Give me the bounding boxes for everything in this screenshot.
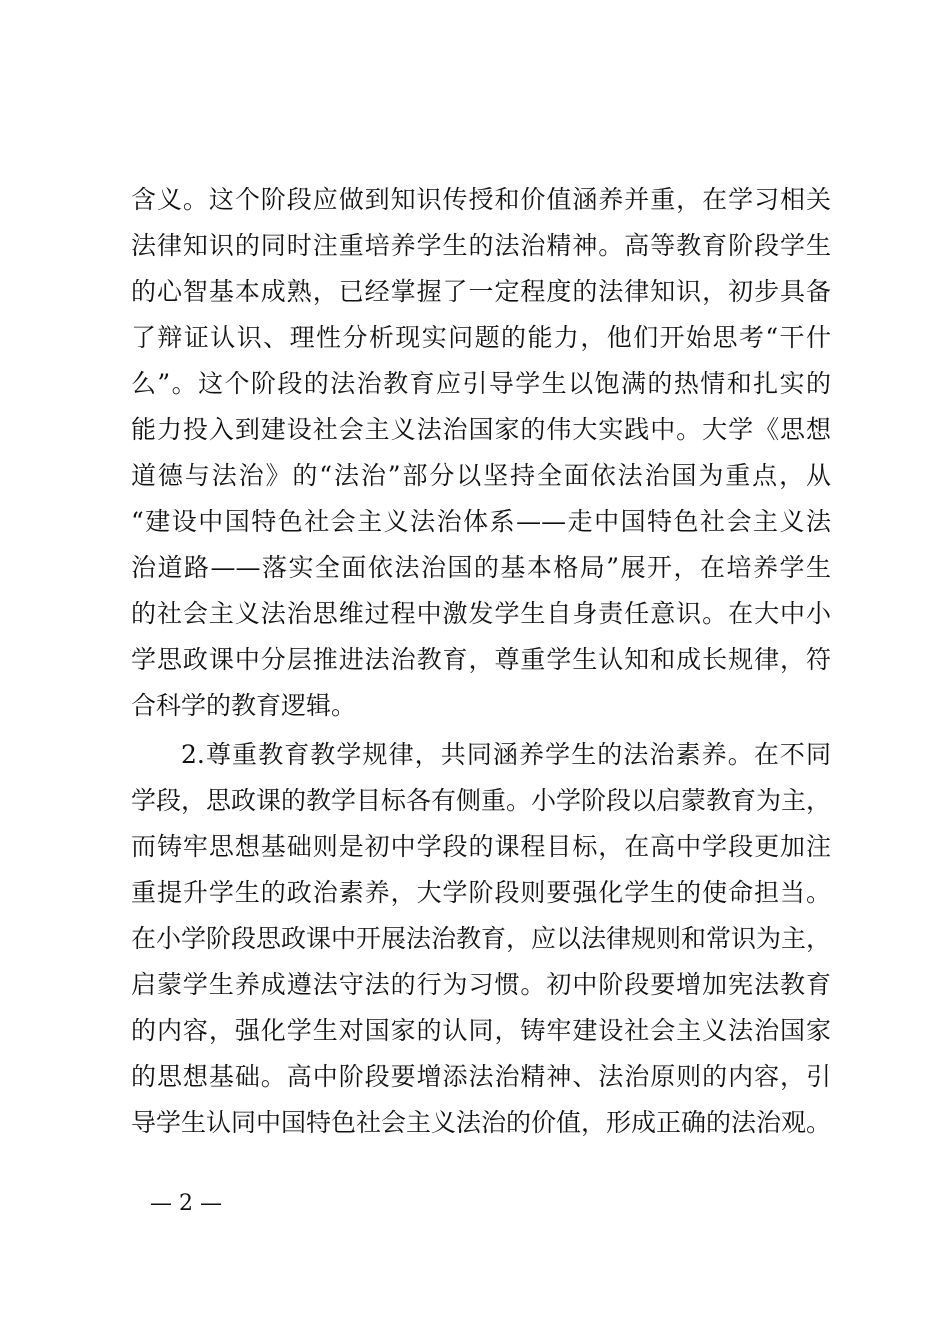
body-line: 了辩证认识、理性分析现实问题的能力，他们开始思考“干什 <box>131 323 831 352</box>
body-line: 的内容，强化学生对国家的认同，铸牢建设社会主义法治国家 <box>131 1016 831 1045</box>
body-line: 学思政课中分层推进法治教育，尊重学生认知和成长规律，符 <box>131 645 831 674</box>
body-line: 合科学的教育逻辑。 <box>131 691 357 720</box>
body-line: 能力投入到建设社会主义法治国家的伟大实践中。大学《思想 <box>131 415 831 444</box>
body-line: “建设中国特色社会主义法治体系——走中国特色社会主义法 <box>131 507 831 536</box>
body-line: 的心智基本成熟，已经掌握了一定程度的法律知识，初步具备 <box>131 277 831 306</box>
body-line: 道德与法治》的“法治”部分以坚持全面依法治国为重点，从 <box>131 461 831 490</box>
body-line: 在小学阶段思政课中开展法治教育，应以法律规则和常识为主， <box>131 924 832 953</box>
body-line: 治道路——落实全面依法治国的基本格局”展开，在培养学生 <box>131 553 831 582</box>
body-line: 的思想基础。高中阶段要增添法治精神、法治原则的内容，引 <box>131 1062 831 1091</box>
body-line: 么”。这个阶段的法治教育应引导学生以饱满的热情和扎实的 <box>131 369 831 398</box>
body-line: 法律知识的同时注重培养学生的法治精神。高等教育阶段学生 <box>131 231 831 260</box>
body-line: 2.尊重教育教学规律，共同涵养学生的法治素养。在不同 <box>181 740 831 769</box>
body-line: 重提升学生的政治素养，大学阶段则要强化学生的使命担当。 <box>131 878 831 907</box>
body-line: 导学生认同中国特色社会主义法治的价值，形成正确的法治观。 <box>131 1108 832 1137</box>
body-line: 的社会主义法治思维过程中激发学生自身责任意识。在大中小 <box>131 599 831 628</box>
body-line: 学段，思政课的教学目标各有侧重。小学阶段以启蒙教育为主， <box>131 786 832 815</box>
body-line: 启蒙学生养成遵法守法的行为习惯。初中阶段要增加宪法教育 <box>131 970 831 999</box>
page-number: — 2 — <box>150 1191 222 1216</box>
body-line: 含义。这个阶段应做到知识传授和价值涵养并重，在学习相关 <box>131 185 831 214</box>
body-line: 而铸牢思想基础则是初中学段的课程目标，在高中学段更加注 <box>131 832 831 861</box>
